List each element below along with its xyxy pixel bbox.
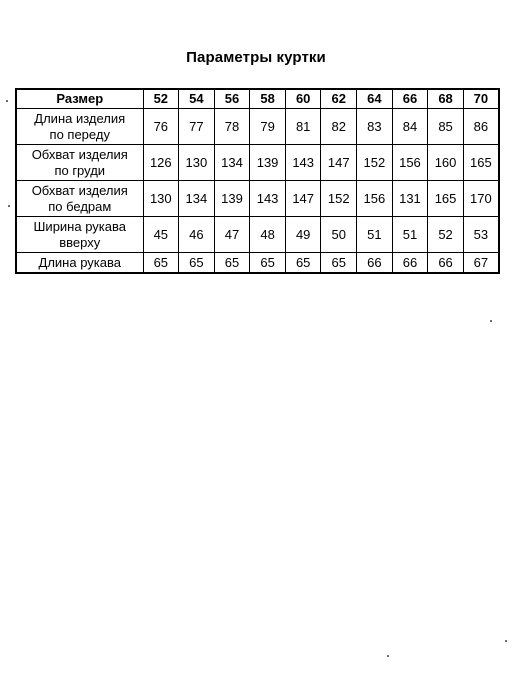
value-cell: 86 (463, 109, 499, 145)
size-header: 56 (214, 89, 250, 109)
value-cell: 84 (392, 109, 428, 145)
value-cell: 134 (179, 181, 215, 217)
scan-speck (490, 320, 492, 322)
row-label-cell (16, 217, 143, 253)
value-cell: 156 (357, 181, 393, 217)
value-cell: 65 (321, 253, 357, 274)
size-header: 70 (463, 89, 499, 109)
value-cell: 51 (357, 217, 393, 253)
table-row (16, 145, 499, 181)
value-cell: 49 (285, 217, 321, 253)
table-header-row (16, 89, 499, 109)
value-cell: 165 (463, 145, 499, 181)
scan-speck (387, 655, 389, 657)
row-label-line2: по бедрам (48, 198, 112, 214)
row-label-line1: Длина рукава (38, 254, 121, 270)
value-cell: 65 (143, 253, 179, 274)
value-cell: 82 (321, 109, 357, 145)
size-header: 62 (321, 89, 357, 109)
row-label-line2: вверху (59, 234, 101, 250)
value-cell: 65 (285, 253, 321, 274)
jacket-size-table (15, 88, 500, 274)
value-cell: 160 (428, 145, 464, 181)
value-cell: 45 (143, 217, 179, 253)
row-label-cell (16, 145, 143, 181)
value-cell: 81 (285, 109, 321, 145)
value-cell: 78 (214, 109, 250, 145)
value-cell: 147 (321, 145, 357, 181)
table-row (16, 217, 499, 253)
value-cell: 77 (179, 109, 215, 145)
value-cell: 139 (214, 181, 250, 217)
value-cell: 170 (463, 181, 499, 217)
row-label-cell (16, 253, 143, 274)
value-cell: 134 (214, 145, 250, 181)
value-cell: 139 (250, 145, 286, 181)
row-label-cell (16, 181, 143, 217)
value-cell: 143 (285, 145, 321, 181)
value-cell: 131 (392, 181, 428, 217)
value-cell: 66 (357, 253, 393, 274)
value-cell: 47 (214, 217, 250, 253)
value-cell: 147 (285, 181, 321, 217)
value-cell: 143 (250, 181, 286, 217)
size-header: 60 (285, 89, 321, 109)
size-header: 54 (179, 89, 215, 109)
value-cell: 165 (428, 181, 464, 217)
scan-speck (6, 100, 8, 102)
value-cell: 126 (143, 145, 179, 181)
row-label-line1: Длина изделия (34, 110, 126, 126)
value-cell: 51 (392, 217, 428, 253)
value-cell: 48 (250, 217, 286, 253)
value-cell: 152 (357, 145, 393, 181)
value-cell: 152 (321, 181, 357, 217)
table-row (16, 109, 499, 145)
size-header: 68 (428, 89, 464, 109)
row-label-line1: Ширина рукава (33, 218, 126, 234)
value-cell: 67 (463, 253, 499, 274)
value-cell: 66 (428, 253, 464, 274)
value-cell: 65 (214, 253, 250, 274)
row-label-line2: по переду (49, 126, 110, 142)
row-label-cell (16, 109, 143, 145)
row-label-line2: по груди (54, 162, 106, 178)
value-cell: 130 (143, 181, 179, 217)
size-header: 64 (357, 89, 393, 109)
row-label-line1: Обхват изделия (31, 146, 128, 162)
value-cell: 130 (179, 145, 215, 181)
value-cell: 66 (392, 253, 428, 274)
value-cell: 79 (250, 109, 286, 145)
scan-speck (8, 205, 10, 207)
value-cell: 53 (463, 217, 499, 253)
scan-speck (505, 640, 507, 642)
value-cell: 50 (321, 217, 357, 253)
row-label-line1: Обхват изделия (31, 182, 128, 198)
value-cell: 65 (250, 253, 286, 274)
table-row (16, 181, 499, 217)
value-cell: 46 (179, 217, 215, 253)
value-cell: 156 (392, 145, 428, 181)
value-cell: 52 (428, 217, 464, 253)
value-cell: 76 (143, 109, 179, 145)
value-cell: 65 (179, 253, 215, 274)
size-header: 52 (143, 89, 179, 109)
value-cell: 85 (428, 109, 464, 145)
table-row (16, 253, 499, 274)
header-label: Размер (16, 89, 143, 109)
page-title: Параметры куртки (186, 49, 326, 66)
size-header: 58 (250, 89, 286, 109)
value-cell: 83 (357, 109, 393, 145)
size-header: 66 (392, 89, 428, 109)
